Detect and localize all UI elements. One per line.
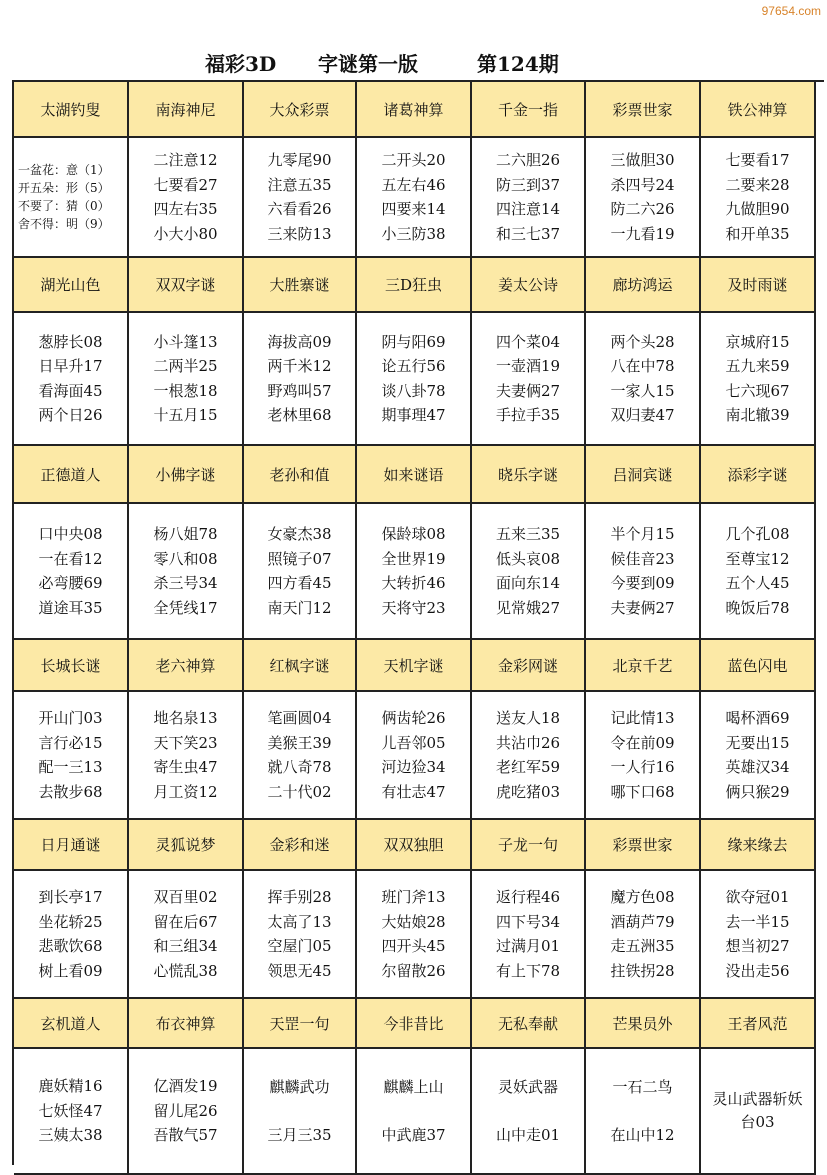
riddle-line: 和三组34 [153, 937, 218, 955]
riddle-line: 谈八卦78 [381, 381, 446, 400]
riddle-cell [14, 138, 129, 258]
riddle-line: 英雄汉34 [725, 758, 790, 776]
riddle-line: 大转折46 [381, 574, 446, 592]
riddle-line: 太高了13 [267, 912, 332, 931]
riddle-line: 防三到37 [495, 175, 561, 194]
riddle-cell [586, 871, 701, 999]
riddle-line: 有上下78 [495, 961, 561, 980]
riddle-line: 三做胆30 [610, 151, 675, 169]
riddle-line: 论五行56 [381, 357, 446, 375]
riddle-line: 老红军59 [495, 758, 561, 776]
riddle-cell [129, 504, 244, 640]
riddle-line: 亿酒发19 [153, 1077, 218, 1096]
riddle-line: 过满月01 [495, 937, 561, 955]
riddle-line: 全世界19 [381, 549, 446, 568]
riddle-cell [14, 1049, 129, 1175]
riddle-cell [244, 1049, 357, 1175]
riddle-cell [701, 138, 816, 258]
riddle-line: 鹿妖精16 [38, 1077, 103, 1096]
riddle-line: 四要来14 [381, 200, 446, 218]
riddle-cell [701, 504, 816, 640]
column-header: 彩票世家 [586, 82, 701, 138]
riddle-line: 七六现67 [725, 381, 790, 400]
riddle-cell [472, 138, 586, 258]
riddle-line: 返行程46 [495, 888, 561, 906]
riddle-line: 照镜子07 [267, 549, 332, 568]
riddle-cell [244, 138, 357, 258]
riddle-line: 期事理47 [381, 406, 446, 424]
riddle-line: 有壮志47 [381, 782, 446, 801]
riddle-line: 笔画圆04 [267, 709, 332, 727]
watermark: 97654.com [761, 4, 821, 18]
riddle-line: 班门斧13 [381, 888, 446, 906]
riddle-line: 没出走56 [725, 961, 790, 980]
column-header: 晓乐字谜 [472, 446, 586, 504]
column-header: 千金一指 [472, 82, 586, 138]
riddle-line: 注意五35 [267, 175, 332, 194]
riddle-line: 留在后67 [153, 912, 218, 931]
riddle-line: 喝杯酒69 [725, 709, 790, 727]
riddle-line: 麒麟上山 [383, 1077, 444, 1096]
riddle-line: 悲歌饮68 [38, 937, 103, 955]
riddle-cell [14, 692, 129, 820]
riddle-cell [472, 692, 586, 820]
riddle-line: 夫妻俩27 [610, 598, 675, 617]
riddle-line: 一家人15 [610, 381, 675, 400]
column-header: 日月通谜 [14, 820, 129, 871]
riddle-cell [129, 138, 244, 258]
column-header: 布衣神算 [129, 999, 244, 1049]
riddle-line: 一石二鸟 [612, 1077, 673, 1096]
column-header: 如来谜语 [357, 446, 472, 504]
riddle-line: 老林里68 [267, 406, 332, 424]
column-header: 北京千艺 [586, 640, 701, 692]
riddle-line: 二两半25 [153, 357, 218, 375]
riddle-line: 晚饭后78 [725, 598, 790, 617]
column-header: 金彩和迷 [244, 820, 357, 871]
riddle-line: 就八奇78 [267, 758, 332, 776]
riddle-line: 看海面45 [38, 381, 103, 400]
column-header: 天机字谜 [357, 640, 472, 692]
column-header: 正德道人 [14, 446, 129, 504]
riddle-line: 五来三35 [495, 525, 561, 543]
riddle-line: 零八和08 [153, 549, 218, 568]
riddle-line: 山中走01 [495, 1126, 561, 1144]
riddle-cell [472, 871, 586, 999]
riddle-line: 三姨太38 [38, 1126, 103, 1145]
riddle-line: 见常娥27 [495, 598, 561, 617]
riddle-line: 小三防38 [381, 224, 446, 243]
riddle-line: 开山门03 [38, 709, 103, 727]
riddle-line: 九零尾90 [267, 151, 332, 169]
riddle-line: 五左右46 [381, 175, 446, 194]
riddle-line: 和开单35 [725, 224, 790, 243]
riddle-cell [357, 692, 472, 820]
column-header: 小佛字谜 [129, 446, 244, 504]
riddle-line: 尔留散26 [381, 961, 446, 980]
column-header: 灵狐说梦 [129, 820, 244, 871]
riddle-line: 想当初27 [725, 937, 790, 955]
riddle-cell [129, 871, 244, 999]
riddle-line: 坐花轿25 [38, 912, 103, 931]
column-header: 南海神尼 [129, 82, 244, 138]
riddle-line: 共沾巾26 [495, 733, 561, 752]
riddle-line: 酒葫芦79 [610, 912, 675, 931]
riddle-cell [14, 871, 129, 999]
riddle-line: 两个头28 [610, 332, 675, 351]
riddle-line: 一壶酒19 [495, 357, 561, 375]
riddle-line: 挥手别28 [267, 888, 332, 906]
riddle-line: 走五洲35 [610, 937, 675, 955]
column-header: 大胜寨谜 [244, 258, 357, 313]
riddle-line: 去散步68 [38, 782, 103, 801]
riddle-line: 口中央08 [38, 525, 103, 543]
riddle-line: 俩齿轮26 [381, 709, 446, 727]
riddle-line: 两个日26 [38, 406, 103, 424]
riddle-line: 三来防13 [267, 224, 332, 243]
riddle-line: 葱脖长08 [38, 332, 103, 351]
riddle-line: 一盆花：意（1） [18, 163, 110, 177]
column-header: 无私奉献 [472, 999, 586, 1049]
riddle-line: 至尊宝12 [725, 549, 790, 568]
riddle-cell [586, 692, 701, 820]
riddle-line: 双归妻47 [610, 406, 675, 424]
riddle-line: 二要来28 [725, 175, 790, 194]
riddle-line: 双百里02 [153, 888, 218, 906]
riddle-line: 全凭线17 [153, 598, 218, 617]
riddle-line: 二十代02 [267, 782, 332, 801]
riddle-line: 四左右35 [153, 200, 218, 218]
riddle-line: 寄生虫47 [153, 758, 218, 776]
riddle-line: 南北辙39 [725, 406, 790, 424]
riddle-line: 三月三35 [267, 1126, 332, 1144]
riddle-line: 夫妻俩27 [495, 381, 561, 400]
riddle-line: 中武鹿37 [381, 1126, 446, 1144]
riddle-line: 京城府15 [725, 332, 790, 351]
riddle-line: 七妖怪47 [38, 1101, 103, 1120]
riddle-line: 几个孔08 [725, 525, 790, 543]
column-header: 吕洞宾谜 [586, 446, 701, 504]
column-header: 诸葛神算 [357, 82, 472, 138]
riddle-line: 美猴王39 [267, 733, 332, 752]
riddle-cell [701, 692, 816, 820]
riddle-line: 俩只猴29 [725, 782, 790, 801]
riddle-line: 四注意14 [495, 200, 561, 218]
riddle-cell [244, 871, 357, 999]
riddle-line: 言行必15 [38, 733, 103, 752]
riddle-line: 防二六26 [610, 200, 675, 218]
column-header: 芒果员外 [586, 999, 701, 1049]
riddle-cell [357, 138, 472, 258]
riddle-line: 大姑娘28 [381, 912, 446, 931]
riddle-line: 灵山武器斩妖台03 [712, 1090, 803, 1131]
riddle-line: 不要了：猜（0） [18, 199, 110, 213]
column-header: 太湖钓叟 [14, 82, 129, 138]
riddle-line: 四方看45 [267, 574, 332, 592]
riddle-line: 二六胆26 [495, 151, 561, 169]
riddle-line: 月工资12 [153, 782, 218, 801]
riddle-line: 拄铁拐28 [610, 961, 675, 980]
riddle-line: 无要出15 [725, 733, 790, 752]
column-header: 子龙一句 [472, 820, 586, 871]
riddle-line: 一九看19 [610, 224, 675, 243]
column-header: 三D狂虫 [357, 258, 472, 313]
riddle-line: 今要到09 [610, 574, 675, 592]
riddle-line: 杀四号24 [610, 175, 675, 194]
riddle-line: 和三七37 [495, 224, 561, 243]
riddle-line: 吾散气57 [153, 1126, 218, 1145]
riddle-line: 到长亭17 [38, 888, 103, 906]
riddle-cell [586, 1049, 701, 1175]
column-header: 红枫字谜 [244, 640, 357, 692]
riddle-line: 日早升17 [38, 357, 103, 375]
column-header: 王者风范 [701, 999, 816, 1049]
column-header: 及时雨谜 [701, 258, 816, 313]
riddle-cell [244, 692, 357, 820]
riddle-line: 手拉手35 [495, 406, 561, 424]
riddle-line: 哪下口68 [610, 782, 675, 801]
riddle-line: 儿吾邻05 [381, 733, 446, 752]
riddle-cell [357, 504, 472, 640]
column-header: 姜太公诗 [472, 258, 586, 313]
column-header: 大众彩票 [244, 82, 357, 138]
riddle-line: 南天门12 [267, 598, 332, 617]
riddle-cell [701, 1049, 816, 1175]
riddle-cell [14, 504, 129, 640]
riddle-line: 麒麟武功 [269, 1077, 330, 1096]
riddle-line: 必弯腰69 [38, 574, 103, 592]
riddle-line: 小斗篷13 [153, 332, 218, 351]
riddle-line: 四个菜04 [495, 332, 561, 351]
riddle-line: 开五朵：形（5） [18, 181, 110, 195]
riddle-line: 四开头45 [381, 937, 446, 955]
riddle-line: 六看看26 [267, 200, 332, 218]
riddle-line: 心慌乱38 [153, 961, 218, 980]
riddle-line: 野鸡叫57 [267, 381, 332, 400]
riddle-cell [129, 1049, 244, 1175]
title-issue: 第124期 [477, 52, 559, 76]
riddle-line: 一人行16 [610, 758, 675, 776]
column-header: 彩票世家 [586, 820, 701, 871]
riddle-line: 道途耳35 [38, 598, 103, 617]
riddle-cell [129, 692, 244, 820]
riddle-line: 二注意12 [153, 151, 218, 169]
riddle-line: 一根葱18 [153, 381, 218, 400]
riddle-line: 七要看17 [725, 151, 790, 169]
riddle-line: 十五月15 [153, 406, 218, 424]
riddle-line: 天下笑23 [153, 733, 218, 752]
title-lottery: 福彩3D [205, 52, 277, 76]
riddle-line: 女豪杰38 [267, 525, 332, 543]
riddle-line: 舍不得：明（9） [18, 217, 110, 231]
column-header: 添彩字谜 [701, 446, 816, 504]
column-header: 长城长谜 [14, 640, 129, 692]
riddle-line: 七要看27 [153, 175, 218, 194]
riddle-cell [357, 1049, 472, 1175]
riddle-line: 送友人18 [495, 709, 561, 727]
riddle-line: 小大小80 [153, 224, 218, 243]
riddle-cell [586, 504, 701, 640]
riddle-line: 阴与阳69 [381, 332, 446, 351]
column-header: 湖光山色 [14, 258, 129, 313]
riddle-cell [472, 313, 586, 446]
riddle-cell [701, 313, 816, 446]
riddle-line: 天将守23 [381, 598, 446, 617]
riddle-line: 留儿尾26 [153, 1101, 218, 1120]
riddle-cell [357, 871, 472, 999]
riddle-line: 魔方色08 [610, 888, 675, 906]
riddle-line: 五九来59 [725, 357, 790, 375]
riddle-line: 低头哀08 [495, 549, 561, 568]
riddle-line: 四下号34 [495, 912, 561, 931]
riddle-cell [244, 313, 357, 446]
riddle-line: 八在中78 [610, 357, 675, 375]
riddle-line: 欲夺冠01 [725, 888, 790, 906]
column-header: 玄机道人 [14, 999, 129, 1049]
riddle-line: 保龄球08 [381, 525, 446, 543]
column-header: 铁公神算 [701, 82, 816, 138]
riddle-cell [701, 871, 816, 999]
riddle-line: 虎吃猪03 [495, 782, 561, 801]
riddle-line: 半个月15 [610, 525, 675, 543]
riddle-line: 配一三13 [38, 758, 103, 776]
riddle-line: 灵妖武器 [497, 1077, 558, 1096]
riddle-line: 一在看12 [38, 549, 103, 568]
riddle-cell [14, 313, 129, 446]
riddle-line: 树上看09 [38, 961, 103, 980]
column-header: 双双字谜 [129, 258, 244, 313]
title-edition: 字谜第一版 [318, 52, 418, 76]
column-header: 天罡一句 [244, 999, 357, 1049]
riddle-line: 面向东14 [495, 574, 561, 592]
riddle-cell [244, 504, 357, 640]
riddle-line: 去一半15 [725, 912, 790, 931]
riddle-line: 在山中12 [610, 1126, 675, 1144]
riddle-cell [586, 313, 701, 446]
riddle-line: 杀三号34 [153, 574, 218, 592]
column-header: 缘来缘去 [701, 820, 816, 871]
riddle-line: 候佳音23 [610, 549, 675, 568]
riddle-line: 二开头20 [381, 151, 446, 169]
riddle-line: 杨八姐78 [153, 525, 218, 543]
column-header: 金彩网谜 [472, 640, 586, 692]
riddle-cell [472, 504, 586, 640]
column-header: 今非昔比 [357, 999, 472, 1049]
column-header: 双双独胆 [357, 820, 472, 871]
riddle-line: 海拔高09 [267, 332, 332, 351]
page-title [0, 44, 827, 76]
riddle-cell [586, 138, 701, 258]
riddle-line: 空屋门05 [267, 937, 332, 955]
riddle-line: 令在前09 [610, 733, 675, 752]
riddle-line: 河边猃34 [381, 758, 446, 776]
riddle-cell [357, 313, 472, 446]
column-header: 蓝色闪电 [701, 640, 816, 692]
column-header: 廊坊鸿运 [586, 258, 701, 313]
riddle-line: 领思无45 [267, 961, 332, 980]
riddle-line: 九做胆90 [725, 200, 790, 218]
riddle-line: 两千米12 [267, 357, 332, 375]
riddle-cell [129, 313, 244, 446]
riddle-line: 地名泉13 [153, 709, 218, 727]
column-header: 老六神算 [129, 640, 244, 692]
riddle-cell [472, 1049, 586, 1175]
riddle-line: 五个人45 [725, 574, 790, 592]
column-header: 老孙和值 [244, 446, 357, 504]
riddle-line: 记此情13 [610, 709, 675, 727]
riddle-table [12, 80, 824, 1165]
